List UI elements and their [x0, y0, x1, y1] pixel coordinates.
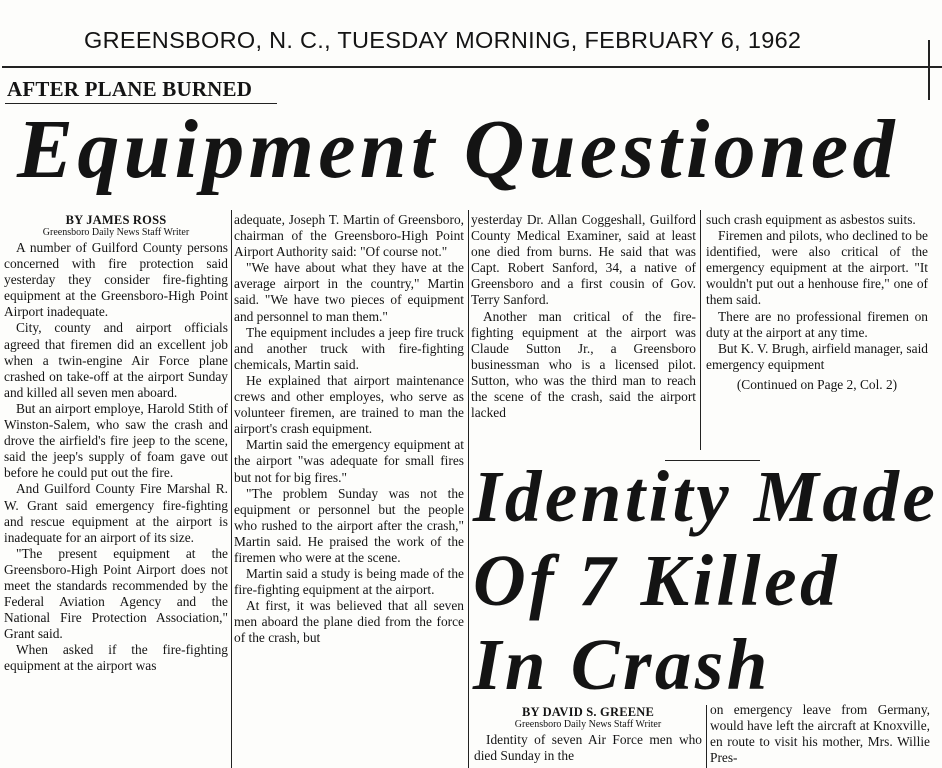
paragraph: The equipment includes a jeep fire truck and another truck with fire-fighting chemicals, Martin said.	[234, 324, 464, 372]
story1-column-4	[706, 212, 928, 393]
story2-column-1	[474, 705, 702, 764]
paragraph: Martin said a study is being made of the fire-fighting equipment at the airport.	[234, 566, 464, 598]
paragraph: But K. V. Brugh, airfield manager, said emergency equipment	[706, 340, 928, 372]
paragraph: At first, it was believed that all seven men aboard the plane died from the force of the crash, but	[234, 598, 464, 646]
paragraph: But an airport employe, Harold Stith of Winston-Salem, who saw the crash and drove the airfield's fire jeep to the scene, said the jeep's supply of foam gave out before he could put out the fire.	[4, 400, 228, 481]
paragraph: A number of Guilford County persons concerned with fire protection said yesterday they consider fire-fighting equipment at the Greensboro-High Point Airport inadequate.	[4, 240, 228, 320]
paragraph: Another man critical of the fire-fighting equipment at the airport was Claude Sutton Jr., a Greensboro businessman who is a licensed pilot. Sutton, who was the third man to reach the scene of the crash, said the airport lacked	[471, 308, 696, 421]
paragraph: on emergency leave from Germany, would have left the aircraft at Knoxville, en route to visit his mother, Mrs. Willie Pres-	[710, 702, 930, 766]
headline-line: Of 7 Killed	[473, 540, 840, 621]
byline-credit: Greensboro Daily News Staff Writer	[514, 719, 662, 730]
story2-column-2	[710, 702, 930, 766]
paragraph: When asked if the fire-fighting equipment at the airport was	[4, 642, 228, 674]
paragraph: City, county and airport officials agreed that firemen did an excellent job when a twin-engine Air Force plane crashed on take-off at the airport Sunday and killed all seven men aboard.	[4, 320, 228, 400]
headline-line: In Crash	[473, 624, 771, 705]
byline-credit: Greensboro Daily News Staff Writer	[42, 227, 190, 238]
story1-column-2	[234, 212, 464, 647]
dateline: GREENSBORO, N. C., TUESDAY MORNING, FEBRUARY 6, 1962	[84, 27, 802, 53]
column-rule	[706, 705, 707, 768]
paragraph: "We have about what they have at the average airport in the country," Martin said. "We have two pieces of equipment and personnel to man them."	[234, 260, 464, 324]
column-rule	[700, 210, 701, 450]
masthead-rule	[2, 66, 942, 68]
paragraph: He explained that airport maintenance crews and other employes, who serve as volunteer firemen, are trained to man the airport's crash equipment.	[234, 372, 464, 437]
paragraph: There are no professional firemen on duty at the airport at any time.	[706, 308, 928, 340]
paragraph: yesterday Dr. Allan Coggeshall, Guilford County Medical Examiner, said at least one died from burns. He said that was Capt. Robert Sanford, 34, a native of Greensboro and a first cousin of Gov. Terry Sanford.	[471, 212, 696, 308]
paragraph: such crash equipment as asbestos suits.	[706, 212, 916, 227]
paragraph: "The problem Sunday was not the equipment or personnel but the people who rushed to the airport after the crash," Martin said. He praised the work of the firemen who were at the scene.	[234, 485, 464, 565]
column-rule	[468, 210, 469, 768]
paragraph: And Guilford County Fire Marshal R. W. Grant said emergency fire-fighting and rescue equipment at the airport is inadequate for an airport of its size.	[4, 481, 228, 545]
paragraph: adequate, Joseph T. Martin of Greensboro, chairman of the Greensboro-High Point Airport Authority said: "Of course not."	[234, 212, 464, 260]
story1-column-1	[4, 213, 228, 675]
paragraph: Martin said the emergency equipment at the airport "was adequate for small fires but not for big fires."	[234, 437, 464, 485]
masthead-rule-right	[928, 40, 930, 100]
byline: BY JAMES ROSS	[65, 213, 167, 227]
headline-line: Identity Made	[473, 456, 939, 537]
story1-column-3	[471, 212, 696, 421]
kicker: AFTER PLANE BURNED	[7, 77, 253, 101]
headline: Equipment Questioned	[17, 103, 899, 196]
column-rule	[231, 210, 232, 768]
paragraph: Identity of seven Air Force men who died Sunday in the	[474, 732, 702, 764]
paragraph: Firemen and pilots, who declined to be identified, were also critical of the emergency equipment at the airport. "It wouldn't put out a henhouse fire," one of them said.	[706, 228, 928, 308]
continued-note: (Continued on Page 2, Col. 2)	[736, 376, 898, 392]
byline: BY DAVID S. GREENE	[521, 705, 655, 719]
story2-headline	[473, 455, 938, 707]
paragraph: "The present equipment at the Greensboro-High Point Airport does not meet the standards recommended by the Federal Aviation Agency and the National Fire Protection Association," Grant said.	[4, 545, 228, 642]
